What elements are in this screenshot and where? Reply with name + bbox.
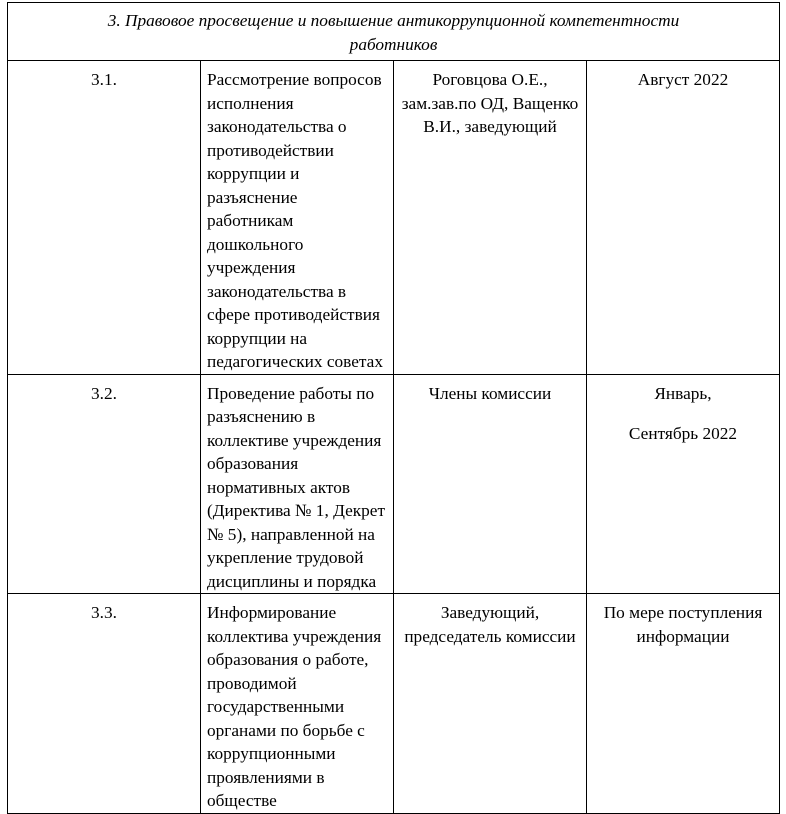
activity-text: Проведение работы по разъяснению в коллективе учреждения образования нормативных актов (Директива № 1, Декрет № 5), направленной на укрепление трудовой дисциплины и порядка bbox=[201, 374, 394, 594]
activity-text: Информирование коллектива учреждения образования о работе, проводимой государственными органами по борьбе с коррупционными проявлениями в обществе bbox=[201, 594, 394, 814]
responsible-cell: Роговцова О.Е., зам.зав.по ОД, Ващенко В.И., заведующий bbox=[394, 61, 587, 375]
row-number: 3.1. bbox=[8, 61, 201, 375]
activity-text: Рассмотрение вопросов исполнения законодательства о противодействии коррупции и разъяснение работникам дошкольного учреждения законодательства в сфере противодействия коррупции на педагогических советах bbox=[201, 61, 394, 375]
responsible-cell: Члены комиссии bbox=[394, 374, 587, 594]
section-title: 3. Правовое просвещение и повышение антикоррупционной компетентности работников bbox=[8, 3, 780, 61]
section-header-row bbox=[8, 3, 780, 61]
responsible-cell: Заведующий, председатель комиссии bbox=[394, 594, 587, 814]
row-number: 3.2. bbox=[8, 374, 201, 594]
table-row bbox=[8, 374, 780, 594]
date-line: Сентябрь 2022 bbox=[628, 424, 738, 443]
table-row bbox=[8, 594, 780, 814]
table-row bbox=[8, 61, 780, 375]
row-number: 3.3. bbox=[8, 594, 201, 814]
date-line: Январь, bbox=[654, 383, 712, 403]
date-cell: По мере поступления информации bbox=[587, 594, 780, 814]
date-cell bbox=[587, 374, 780, 594]
date-cell: Август 2022 bbox=[587, 61, 780, 375]
plan-table bbox=[7, 2, 780, 814]
